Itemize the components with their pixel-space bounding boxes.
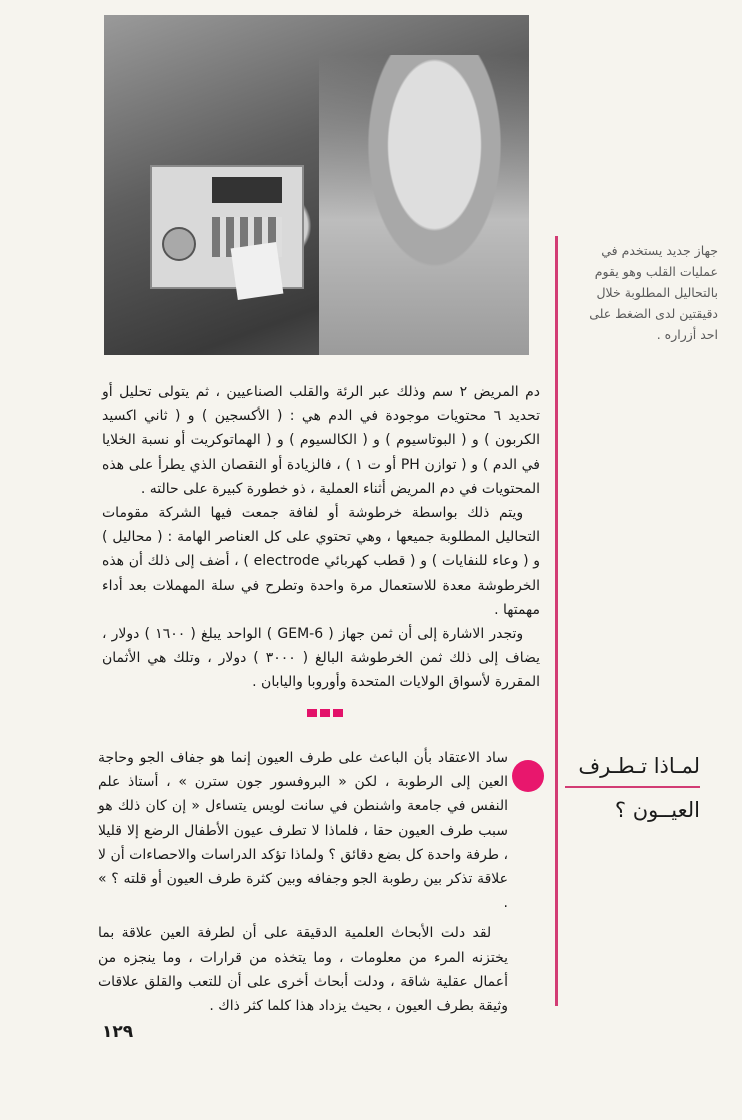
article-body-2 [98,746,508,1018]
paragraph: ويتم ذلك بواسطة خرطوشة أو لفافة جمعت فيها الشركة مقومات التحاليل المطلوبة جميعها ، وهي تحتوي على كل العناصر الهامة : ( محاليل ) و ( وعاء للنفايات ) و ( قطب كهربائي electrode ) ، أضف إلى ذلك أن هذه الخرطوشة معدة للاستعمال مرة واحدة وتطرح في سلة المهملات بعد أداء مهمتها . [102,505,540,618]
section-divider [307,709,343,717]
page-number: ١٢٩ [102,1022,134,1042]
title-rule [565,786,700,788]
section-title-line2: العيــون ؟ [614,798,700,822]
medical-device [150,165,304,289]
bullet-dot-icon [512,760,544,792]
article-photo [104,15,529,355]
paragraph: دم المريض ٢ سم وذلك عبر الرئة والقلب الصناعيين ، ثم يتولى تحليل أو تحديد ٦ محتويات موجودة في الدم هي : ( الأكسجين ) و ( ثاني اكسيد الكربون ) و ( البوتاسيوم ) و ( الكالسيوم ) و ( الهماتوكريت أو نسبة الخلايا في الدم ) و ( توازن PH أو ت ١ ) ، فالزيادة أو النقصان الذي يطرأ على هذه المحتويات في دم المريض أثناء العملية ، ذو خطورة كبيرة على حالته . [102,384,540,497]
paragraph: وتجدر الاشارة إلى أن ثمن جهاز ( GEM-6 ) الواحد يبلغ ( ١٦٠٠ ) دولار ، يضاف إلى ذلك ثمن الخرطوشة البالغ ( ٣٠٠٠ ) دولار ، وتلك هي الأثمان المقررة لأسواق الولايات المتحدة وأوروبا واليابان . [102,626,541,691]
divider-square [307,709,317,717]
device-dial [162,227,196,261]
divider-square [320,709,330,717]
margin-rule [555,236,558,1006]
section-title [565,748,700,828]
paragraph: لقد دلت الأبحاث العلمية الدقيقة على أن لطرفة العين علاقة بما يختزنه المرء من معلومات ، وما يتخذه من قرارات ، وما ينجزه من أعمال عقلية شاقة ، ودلت أبحاث أخرى على أن للتعب والقلق علاقات وثيقة بطرف العيون ، بحيث يزداد هذا كلما كثر ذاك . [98,925,508,1015]
article-body-1 [102,380,540,695]
surgeon-figure [319,55,529,355]
device-screen [212,177,282,203]
paragraph: ساد الاعتقاد بأن الباعث على طرف العيون إنما هو جفاف الجو وحاجة العين إلى الرطوبة ، لكن « البروفسور جون سترن » ، أستاذ علم النفس في جامعة واشنطن في سانت لويس يتساءل « إن كان ذلك هو سبب طرف العيون حقا ، فلماذا لا تطرف عيون الأطفال الرضع إلا قليلا ، طرفة واحدة كل بضع دقائق ؟ ولماذا تؤكد الدراسات والاحصاءات أن لا علاقة تذكر بين رطوبة الجو وجفافه وبين كثرة طرف العيون أو قلته ؟ » . [98,750,508,912]
photo-caption: جهاز جديد يستخدم في عمليات القلب وهو يقوم بالتحاليل المطلوبة خلال دقيقتين لدى الضغط على احد أزراره . [589,243,718,342]
printout-paper [231,242,284,300]
section-title-line1: لمـاذا تـطـرف [578,754,700,778]
divider-square [333,709,343,717]
